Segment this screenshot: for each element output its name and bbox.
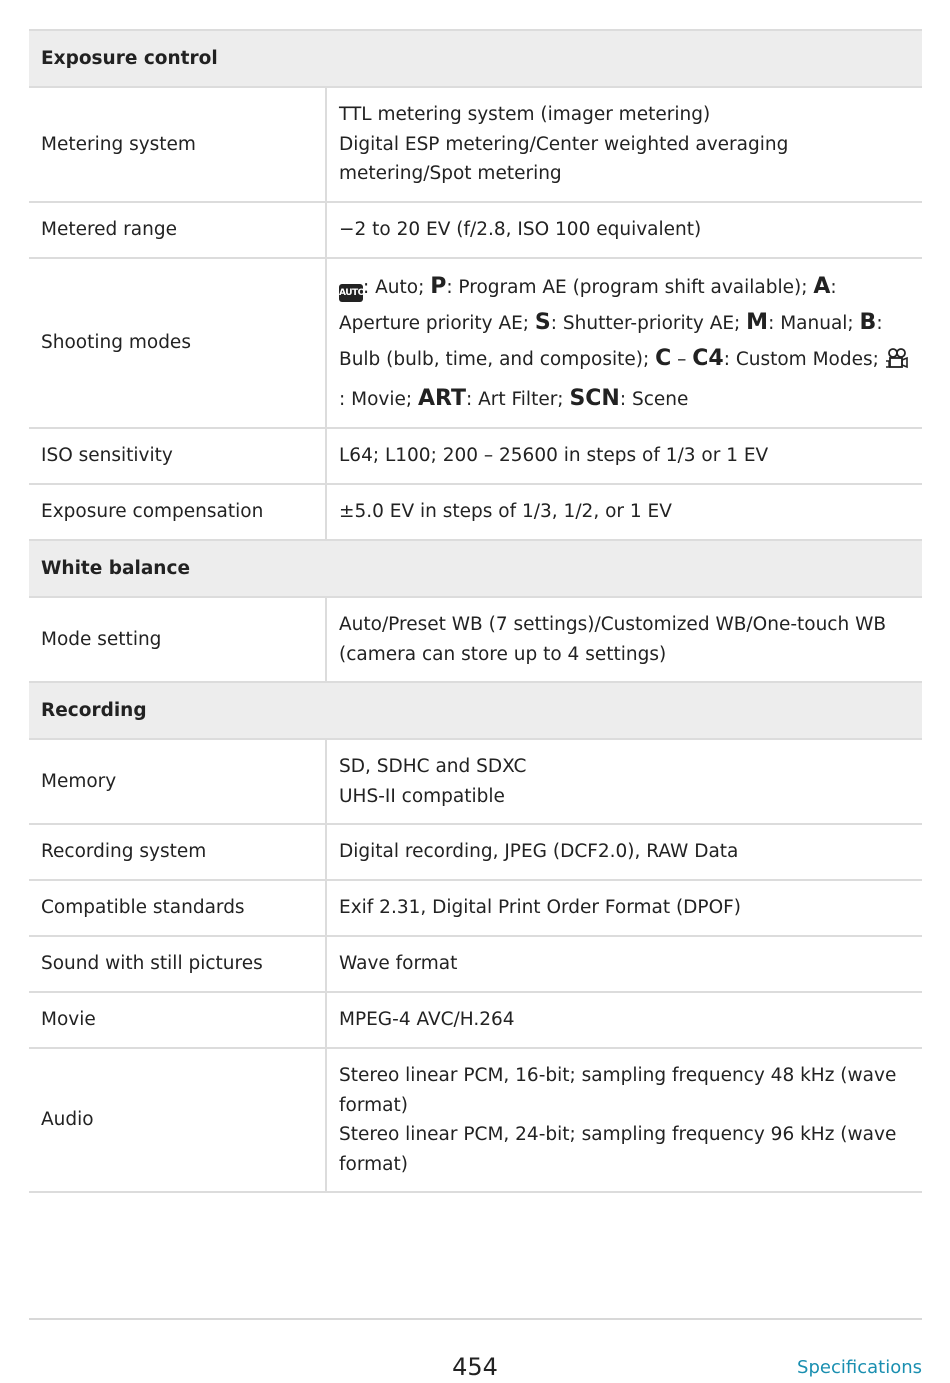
row-value: MPEG-4 AVC/H.264 [326, 992, 922, 1048]
row-metered-range [29, 202, 922, 258]
row-value [326, 87, 922, 202]
row-value: ±5.0 EV in steps of 1/3, 1/2, or 1 EV [326, 484, 922, 540]
row-compatible-standards [29, 880, 922, 936]
mode-key-s: S [534, 310, 551, 335]
row-movie [29, 992, 922, 1048]
row-value: Wave format [326, 936, 922, 992]
row-sound-still-pictures [29, 936, 922, 992]
row-label: Metered range [29, 202, 326, 258]
row-label: Audio [29, 1048, 326, 1192]
mode-text: : Aperture priority AE; [339, 277, 837, 334]
specifications-table [29, 29, 922, 1193]
row-audio [29, 1048, 922, 1192]
movie-camera-icon [885, 346, 909, 381]
row-label: Compatible standards [29, 880, 326, 936]
mode-text: : Movie; [339, 389, 418, 410]
row-value [326, 258, 922, 428]
mode-text: : Art Filter; [465, 389, 570, 410]
section-title: White balance [29, 540, 922, 597]
value-line: Auto/Preset WB (7 settings)/Customized WB/One-touch WB [339, 614, 887, 635]
row-recording-system [29, 824, 922, 880]
row-label: Memory [29, 739, 326, 824]
row-label: Exposure compensation [29, 484, 326, 540]
value-line: TTL metering system (imager metering) [339, 104, 711, 126]
row-label: Shooting modes [29, 258, 326, 428]
row-value [326, 1048, 922, 1192]
mode-key-c: C [655, 346, 672, 371]
value-line: SD, SDHC and SDXC [339, 756, 527, 777]
mode-text: : Auto; [363, 277, 431, 298]
section-exposure-control [29, 30, 922, 87]
mode-key-c4: C4 [692, 346, 724, 371]
section-white-balance [29, 540, 922, 597]
row-shooting-modes [29, 258, 922, 428]
row-mode-setting [29, 597, 922, 682]
row-memory [29, 739, 922, 824]
section-recording [29, 682, 922, 739]
row-label: Sound with still pictures [29, 936, 326, 992]
mode-key-b: B [859, 310, 877, 335]
section-title: Exposure control [29, 30, 922, 87]
row-value: L64; L100; 200 – 25600 in steps of 1/3 or 1 EV [326, 428, 922, 484]
mode-text: : Program AE (program shift available); [446, 277, 814, 298]
row-metering-system [29, 87, 922, 202]
mode-text: : Custom Modes; [723, 349, 885, 370]
value-line: Digital ESP metering/Center weighted averaging metering/Spot metering [339, 133, 789, 185]
mode-text: : Scene [619, 389, 689, 410]
mode-text: – [671, 349, 693, 370]
row-value: −2 to 20 EV (f/2.8, ISO 100 equivalent) [326, 202, 922, 258]
mode-key-m: M [746, 310, 769, 335]
row-value [326, 597, 922, 682]
specifications-link[interactable]: Specifications [797, 1357, 922, 1378]
mode-key-art: ART [417, 386, 466, 411]
auto-mode-icon: AUTO [339, 284, 363, 302]
page-number: 454 [452, 1353, 498, 1381]
value-line: (camera can store up to 4 settings) [339, 643, 667, 665]
mode-key-p: P [430, 274, 447, 299]
mode-text: : Manual; [768, 313, 860, 334]
value-line: UHS-II compatible [339, 785, 505, 807]
section-title: Recording [29, 682, 922, 739]
value-line: Stereo linear PCM, 16-bit; sampling frequency 48 kHz (wave format) [339, 1065, 897, 1116]
row-label: ISO sensitivity [29, 428, 326, 484]
row-label: Recording system [29, 824, 326, 880]
row-exposure-compensation [29, 484, 922, 540]
row-label: Mode setting [29, 597, 326, 682]
row-iso-sensitivity [29, 428, 922, 484]
mode-key-scn: SCN [569, 386, 620, 411]
row-value [326, 739, 922, 824]
mode-text: : Shutter-priority AE; [550, 313, 747, 334]
mode-key-a: A [813, 274, 831, 299]
mode-text: : Bulb (bulb, time, and composite); [339, 313, 883, 370]
value-line: Stereo linear PCM, 24-bit; sampling frequency 96 kHz (wave format) [339, 1124, 897, 1175]
row-value: Exif 2.31, Digital Print Order Format (DPOF) [326, 880, 922, 936]
footer-divider [29, 1318, 922, 1320]
row-label: Movie [29, 992, 326, 1048]
row-label: Metering system [29, 87, 326, 202]
row-value: Digital recording, JPEG (DCF2.0), RAW Data [326, 824, 922, 880]
